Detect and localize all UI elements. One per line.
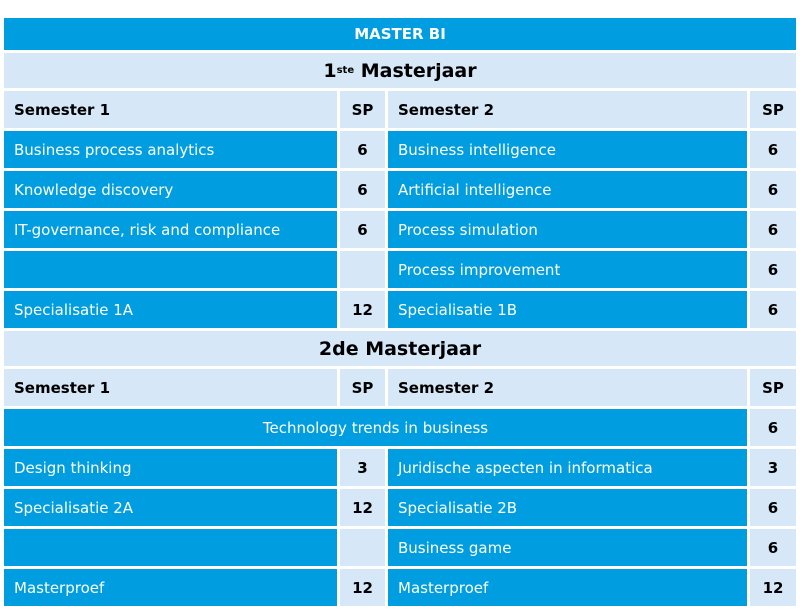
course-cell: Business game bbox=[388, 529, 747, 566]
year1-heading-suffix: ste bbox=[336, 65, 355, 76]
spanning-course: Technology trends in business bbox=[4, 409, 747, 446]
sp-cell: 12 bbox=[340, 489, 385, 526]
sp-header: SP bbox=[750, 369, 796, 406]
year2-column-headers bbox=[4, 369, 796, 406]
course-cell: Specialisatie 2A bbox=[4, 489, 337, 526]
sp-cell bbox=[340, 529, 385, 566]
title-row bbox=[4, 18, 796, 50]
spanning-course-row bbox=[4, 409, 796, 446]
curriculum-table bbox=[4, 18, 796, 609]
table-row bbox=[4, 449, 796, 486]
course-cell: Specialisatie 1A bbox=[4, 291, 337, 328]
sp-cell: 6 bbox=[750, 171, 796, 208]
course-cell: Design thinking bbox=[4, 449, 337, 486]
year1-heading-number: 1 bbox=[323, 59, 337, 82]
semester1-header: Semester 1 bbox=[4, 91, 337, 128]
course-cell: Masterproef bbox=[388, 569, 747, 606]
sp-cell: 12 bbox=[750, 569, 796, 606]
spanning-course-sp: 6 bbox=[750, 409, 796, 446]
year2-heading: 2de Masterjaar bbox=[4, 331, 796, 366]
sp-cell bbox=[340, 251, 385, 288]
year1-heading-row bbox=[4, 53, 796, 88]
semester2-header: Semester 2 bbox=[388, 369, 747, 406]
sp-header: SP bbox=[340, 369, 385, 406]
table-row bbox=[4, 211, 796, 248]
sp-cell: 6 bbox=[750, 251, 796, 288]
course-cell: Knowledge discovery bbox=[4, 171, 337, 208]
table-row bbox=[4, 251, 796, 288]
course-cell: Business intelligence bbox=[388, 131, 747, 168]
sp-cell: 6 bbox=[340, 171, 385, 208]
course-cell bbox=[4, 529, 337, 566]
table-row bbox=[4, 569, 796, 606]
sp-cell: 12 bbox=[340, 569, 385, 606]
year2-heading-row bbox=[4, 331, 796, 366]
semester1-header: Semester 1 bbox=[4, 369, 337, 406]
course-cell: Masterproef bbox=[4, 569, 337, 606]
semester2-header: Semester 2 bbox=[388, 91, 747, 128]
table-row bbox=[4, 489, 796, 526]
course-cell bbox=[4, 251, 337, 288]
table-row bbox=[4, 529, 796, 566]
sp-cell: 6 bbox=[750, 131, 796, 168]
course-cell: Process simulation bbox=[388, 211, 747, 248]
sp-cell: 6 bbox=[750, 291, 796, 328]
sp-cell: 6 bbox=[340, 211, 385, 248]
sp-header: SP bbox=[340, 91, 385, 128]
course-cell: Process improvement bbox=[388, 251, 747, 288]
sp-cell: 3 bbox=[340, 449, 385, 486]
sp-cell: 6 bbox=[750, 211, 796, 248]
sp-cell: 12 bbox=[340, 291, 385, 328]
year1-heading-text: Masterjaar bbox=[354, 59, 477, 82]
year1-heading bbox=[4, 53, 796, 88]
course-cell: Specialisatie 1B bbox=[388, 291, 747, 328]
sp-header: SP bbox=[750, 91, 796, 128]
table-row bbox=[4, 291, 796, 328]
course-cell: Juridische aspecten in informatica bbox=[388, 449, 747, 486]
course-cell: Business process analytics bbox=[4, 131, 337, 168]
table-row bbox=[4, 171, 796, 208]
course-cell: Artificial intelligence bbox=[388, 171, 747, 208]
sp-cell: 6 bbox=[750, 489, 796, 526]
sp-cell: 3 bbox=[750, 449, 796, 486]
course-cell: IT-governance, risk and compliance bbox=[4, 211, 337, 248]
table-title: MASTER BI bbox=[4, 18, 796, 50]
sp-cell: 6 bbox=[750, 529, 796, 566]
sp-cell: 6 bbox=[340, 131, 385, 168]
year1-column-headers bbox=[4, 91, 796, 128]
course-cell: Specialisatie 2B bbox=[388, 489, 747, 526]
table-row bbox=[4, 131, 796, 168]
